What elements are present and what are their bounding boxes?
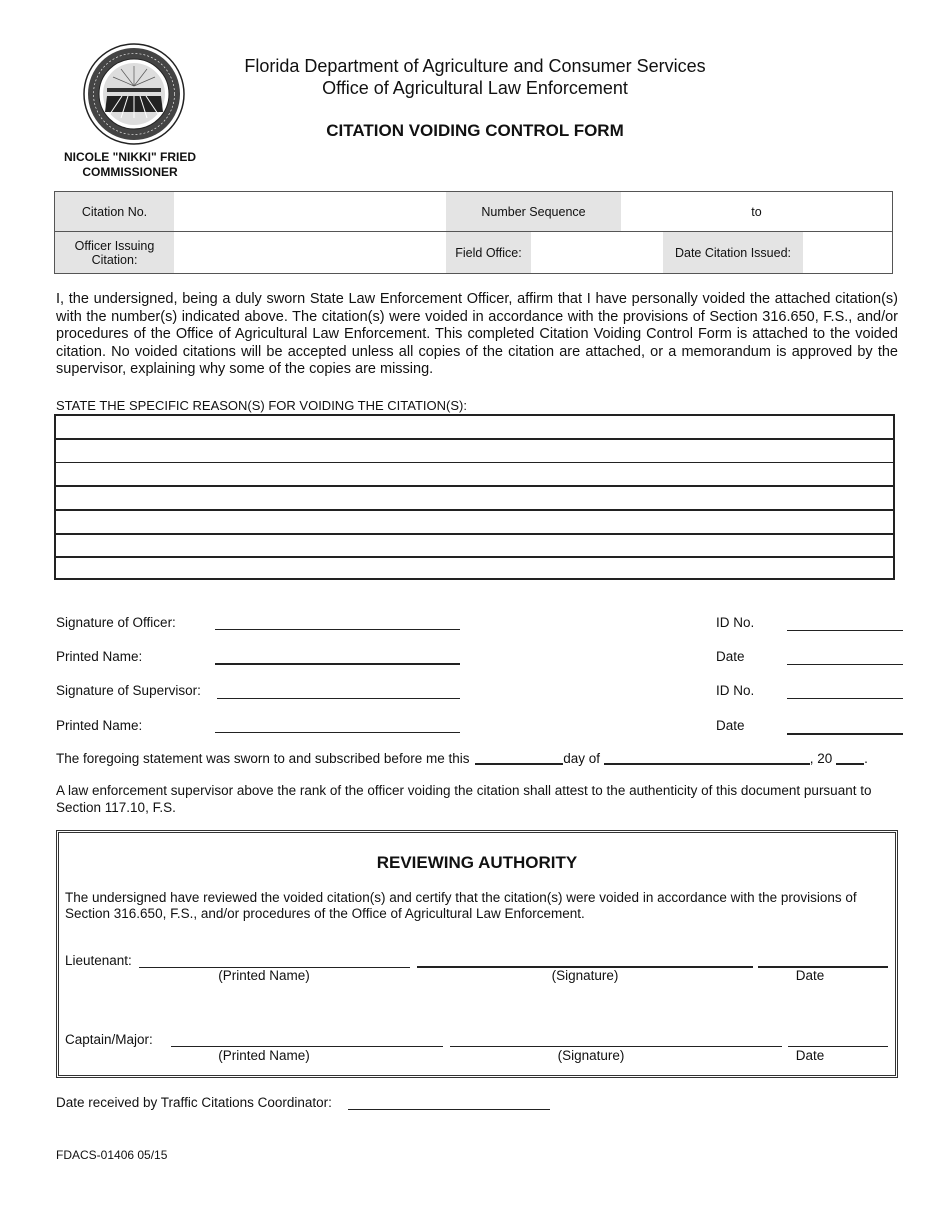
reason-line [56,509,893,511]
field-office-label: Field Office: [446,232,531,273]
reason-line [56,438,893,440]
supervisor-printed-name-line[interactable] [215,732,460,733]
officer-printed-name-label: Printed Name: [56,649,143,664]
captain-printed-name-caption: (Printed Name) [218,1048,310,1063]
captain-signature-line[interactable] [450,1046,782,1047]
supervisor-id-label: ID No. [716,683,755,698]
number-sequence-field[interactable] [621,192,892,231]
reason-label: STATE THE SPECIFIC REASON(S) FOR VOIDING THE CITATION(S): [56,398,467,413]
officer-id-label: ID No. [716,615,755,630]
coordinator-date-line[interactable] [348,1109,550,1110]
reason-line [56,462,893,463]
lieutenant-printed-name-caption: (Printed Name) [218,968,310,983]
date-issued-field[interactable] [803,232,892,273]
attest-paragraph: A law enforcement supervisor above the rank of the officer voiding the citation shall attest to the authenticity of this document pursuant to Section 117.10, F.S. [56,783,872,815]
captain-name-line[interactable] [171,1046,443,1047]
officer-signature-label: Signature of Officer: [56,615,176,630]
lieutenant-label: Lieutenant: [65,953,132,968]
citation-no-field[interactable] [174,192,446,231]
officer-date-label: Date [716,649,745,664]
commissioner-name: NICOLE "NIKKI" FRIED [63,150,197,164]
agency-heading [190,55,760,99]
form-title: CITATION VOIDING CONTROL FORM [326,121,624,140]
sworn-statement [56,751,901,766]
sworn-month-line[interactable] [604,751,810,765]
commissioner-block [40,150,220,180]
officer-signature-line[interactable] [215,629,460,630]
lieutenant-signature-caption: (Signature) [551,968,619,983]
reviewing-authority-box [56,830,898,1078]
sworn-day-line[interactable] [475,751,563,765]
supervisor-printed-name-label: Printed Name: [56,718,143,733]
sworn-year-line[interactable] [836,751,864,765]
reason-box[interactable] [54,414,895,580]
affirmation-paragraph: I, the undersigned, being a duly sworn State Law Enforcement Officer, affirm that I have personally voided the attached citation(s) with the number(s) indicated above. The citation(s) were voided in accordance with the provisions of Section 316.650, F.S., and/or procedures of the Office of Agricultural Law Enforcement. This completed Citation Voiding Control Form is attached to the voided citation. No voided citations will be accepted unless all copies of the citation are attached, or a memorandum is approved by the supervisor, explaining why some of the copies are missing. [56,291,898,377]
officer-id-line[interactable] [787,630,903,631]
number-sequence-label: Number Sequence [446,192,621,231]
citation-table [54,191,893,274]
lieutenant-date-caption: Date [795,968,825,983]
reason-line [56,485,893,487]
supervisor-date-label: Date [716,718,745,733]
form-number: FDACS-01406 05/15 [56,1148,168,1162]
commissioner-title: COMMISSIONER [82,165,178,179]
reason-line [56,533,893,535]
field-office-field[interactable] [531,232,663,273]
review-text: The undersigned have reviewed the voided citation(s) and certify that the citation(s) were voided in accordance with the provisions of Section 316.650, F.S., and/or procedures of the Office of Agricultural Law Enforcement. [65,890,857,921]
to-label: to [751,204,762,219]
agency-line1: Florida Department of Agriculture and Consumer Services [244,56,706,76]
sworn-prefix: The foregoing statement was sworn to and subscribed before me this [56,751,470,766]
department-seal [83,42,185,146]
sworn-year-prefix: , 20 [809,751,833,766]
officer-printed-name-line[interactable] [215,663,460,665]
review-title: REVIEWING AUTHORITY [376,853,578,872]
officer-issuing-field[interactable] [174,232,446,273]
date-issued-label: Date Citation Issued: [663,232,803,273]
captain-date-caption: Date [795,1048,825,1063]
reason-line [56,556,893,558]
supervisor-signature-label: Signature of Supervisor: [56,683,201,698]
sworn-end: . [864,751,868,766]
supervisor-id-line[interactable] [787,698,903,699]
officer-issuing-label [55,232,174,273]
sworn-day-of: day of [563,751,601,766]
officer-date-line[interactable] [787,664,903,665]
captain-label: Captain/Major: [65,1032,153,1047]
citation-no-label: Citation No. [55,192,174,231]
supervisor-date-line[interactable] [787,733,903,735]
supervisor-signature-line[interactable] [217,698,460,699]
captain-date-line[interactable] [788,1046,888,1047]
coordinator-label: Date received by Traffic Citations Coordinator: [56,1095,332,1110]
officer-issuing-line1: Officer Issuing [74,238,155,253]
officer-issuing-line2: Citation: [91,252,138,267]
captain-signature-caption: (Signature) [557,1048,625,1063]
agency-line2: Office of Agricultural Law Enforcement [322,78,628,98]
